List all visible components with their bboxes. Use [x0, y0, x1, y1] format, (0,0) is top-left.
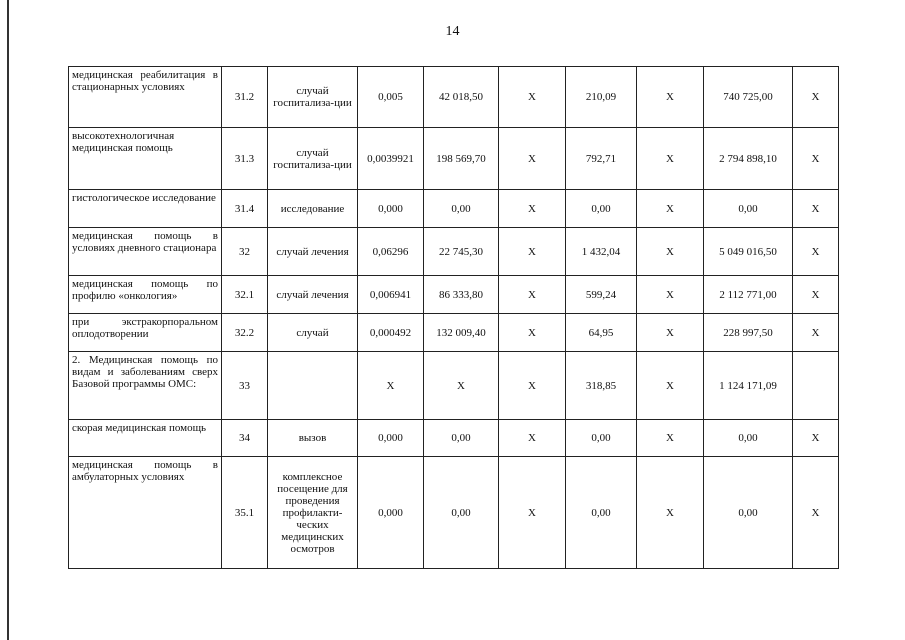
- cell-row-number: 32.1: [222, 276, 268, 314]
- cell-per-capita: 0,00: [566, 457, 637, 569]
- cell-per-capita: 0,00: [566, 190, 637, 228]
- cell-total-cost: 0,00: [704, 420, 793, 457]
- cell-col-x-1: X: [499, 314, 566, 352]
- cell-unit: случай лечения: [268, 276, 358, 314]
- table-row: [69, 67, 839, 128]
- cell-col-x-1: X: [499, 128, 566, 190]
- cell-unit: [268, 352, 358, 420]
- cell-standard-cost: 86 333,80: [424, 276, 499, 314]
- cell-indicator-name: медицинская помощь по профилю «онкология»: [69, 276, 222, 314]
- cell-row-number: 31.2: [222, 67, 268, 128]
- cell-col-x-2: X: [637, 67, 704, 128]
- cell-row-number: 33: [222, 352, 268, 420]
- cell-col-x-1: X: [499, 228, 566, 276]
- cell-col-x-2: X: [637, 190, 704, 228]
- cell-col-x-2: X: [637, 420, 704, 457]
- cell-col-x-3: X: [793, 276, 839, 314]
- data-table: [68, 66, 839, 569]
- cell-standard-volume: 0,000: [358, 420, 424, 457]
- cell-standard-cost: X: [424, 352, 499, 420]
- cell-per-capita: 318,85: [566, 352, 637, 420]
- page-binding-line: [7, 0, 9, 640]
- cell-total-cost: 740 725,00: [704, 67, 793, 128]
- cell-col-x-2: X: [637, 128, 704, 190]
- cell-total-cost: 2 794 898,10: [704, 128, 793, 190]
- table-row: [69, 420, 839, 457]
- cell-col-x-3: X: [793, 128, 839, 190]
- cell-per-capita: 0,00: [566, 420, 637, 457]
- cell-total-cost: 0,00: [704, 190, 793, 228]
- cell-standard-volume: 0,0039921: [358, 128, 424, 190]
- cell-total-cost: 5 049 016,50: [704, 228, 793, 276]
- table-row: [69, 314, 839, 352]
- cell-row-number: 32: [222, 228, 268, 276]
- table-row: [69, 190, 839, 228]
- table-row: [69, 228, 839, 276]
- table-row: [69, 276, 839, 314]
- table-row: [69, 457, 839, 569]
- cell-col-x-3: X: [793, 67, 839, 128]
- cell-unit: случай госпитализа-ции: [268, 67, 358, 128]
- cell-row-number: 31.3: [222, 128, 268, 190]
- cell-standard-cost: 0,00: [424, 190, 499, 228]
- cell-col-x-3: [793, 352, 839, 420]
- cell-standard-cost: 22 745,30: [424, 228, 499, 276]
- cell-standard-volume: 0,005: [358, 67, 424, 128]
- cell-indicator-name: 2. Медицинская помощь по видам и заболеваниям сверх Базовой программы ОМС:: [69, 352, 222, 420]
- cell-col-x-3: X: [793, 190, 839, 228]
- cell-col-x-3: X: [793, 457, 839, 569]
- cell-row-number: 31.4: [222, 190, 268, 228]
- cell-standard-volume: 0,06296: [358, 228, 424, 276]
- table-row: [69, 352, 839, 420]
- cell-col-x-1: X: [499, 457, 566, 569]
- cell-standard-cost: 132 009,40: [424, 314, 499, 352]
- cell-standard-volume: 0,000: [358, 457, 424, 569]
- cell-unit: случай лечения: [268, 228, 358, 276]
- cell-unit: случай госпитализа-ции: [268, 128, 358, 190]
- cell-col-x-2: X: [637, 314, 704, 352]
- cell-unit: исследование: [268, 190, 358, 228]
- cell-col-x-2: X: [637, 352, 704, 420]
- cell-col-x-2: X: [637, 276, 704, 314]
- cell-col-x-2: X: [637, 457, 704, 569]
- cell-indicator-name: медицинская помощь в условиях дневного стационара: [69, 228, 222, 276]
- cell-indicator-name: при экстракорпоральном оплодотворении: [69, 314, 222, 352]
- cell-standard-cost: 42 018,50: [424, 67, 499, 128]
- page-number: 14: [445, 24, 460, 39]
- cell-indicator-name: скорая медицинская помощь: [69, 420, 222, 457]
- cell-col-x-1: X: [499, 67, 566, 128]
- cell-col-x-1: X: [499, 352, 566, 420]
- cell-indicator-name: медицинская помощь в амбулаторных условиях: [69, 457, 222, 569]
- cell-unit: вызов: [268, 420, 358, 457]
- cell-row-number: 35.1: [222, 457, 268, 569]
- cell-unit: случай: [268, 314, 358, 352]
- cell-per-capita: 599,24: [566, 276, 637, 314]
- cell-standard-cost: 0,00: [424, 420, 499, 457]
- cell-standard-volume: 0,006941: [358, 276, 424, 314]
- cell-standard-cost: 198 569,70: [424, 128, 499, 190]
- cell-standard-cost: 0,00: [424, 457, 499, 569]
- table-row: [69, 128, 839, 190]
- cell-row-number: 32.2: [222, 314, 268, 352]
- cell-per-capita: 792,71: [566, 128, 637, 190]
- cell-standard-volume: X: [358, 352, 424, 420]
- cell-col-x-1: X: [499, 190, 566, 228]
- cell-col-x-3: X: [793, 314, 839, 352]
- cell-total-cost: 228 997,50: [704, 314, 793, 352]
- cell-standard-volume: 0,000: [358, 190, 424, 228]
- cell-unit: комплексное посещение для проведения профилакти-ческих медицинских осмотров: [268, 457, 358, 569]
- cell-indicator-name: медицинская реабилитация в стационарных условиях: [69, 67, 222, 128]
- cell-col-x-3: X: [793, 420, 839, 457]
- cell-col-x-3: X: [793, 228, 839, 276]
- cell-total-cost: 2 112 771,00: [704, 276, 793, 314]
- cell-indicator-name: высокотехнологичная медицинская помощь: [69, 128, 222, 190]
- cell-per-capita: 1 432,04: [566, 228, 637, 276]
- cell-per-capita: 210,09: [566, 67, 637, 128]
- cell-standard-volume: 0,000492: [358, 314, 424, 352]
- cell-indicator-name: гистологическое исследование: [69, 190, 222, 228]
- cell-total-cost: 1 124 171,09: [704, 352, 793, 420]
- cell-col-x-1: X: [499, 420, 566, 457]
- cell-per-capita: 64,95: [566, 314, 637, 352]
- cell-col-x-1: X: [499, 276, 566, 314]
- cell-col-x-2: X: [637, 228, 704, 276]
- cell-row-number: 34: [222, 420, 268, 457]
- cell-total-cost: 0,00: [704, 457, 793, 569]
